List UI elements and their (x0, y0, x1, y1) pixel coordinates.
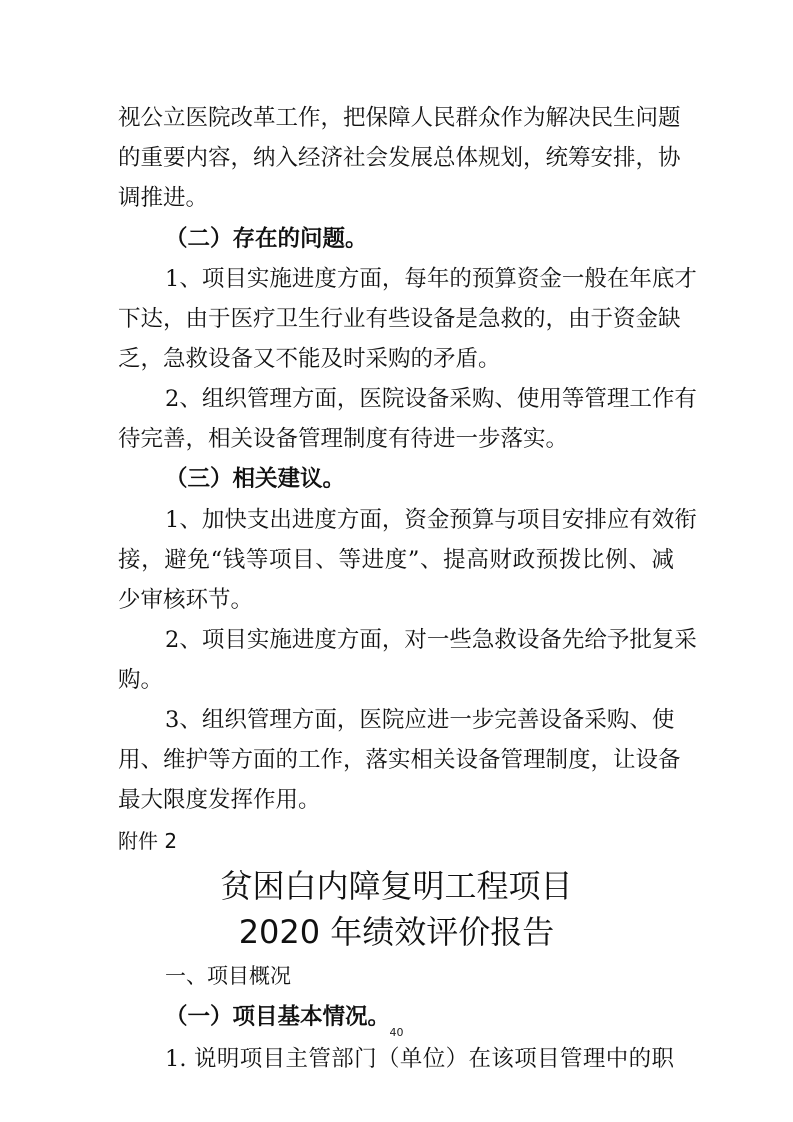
body-line: 待完善，相关设备管理制度有待进一步落实。 (118, 426, 569, 452)
body-line: 1. 说明项目主管部门（单位）在该项目管理中的职 (165, 1046, 674, 1072)
part1-sub-heading: （一）项目基本情况。 (165, 1004, 391, 1030)
body-line: 2、组织管理方面，医院设备采购、使用等管理工作有 (165, 386, 697, 412)
page-number: 40 (389, 1026, 404, 1039)
body-line: 视公立医院改革工作，把保障人民群众作为解决民生问题 (118, 105, 681, 131)
section-heading-problems: （二）存在的问题。 (165, 226, 368, 252)
report-title-line-1: 贫困白内障复明工程项目 (220, 867, 573, 905)
body-line: 3、组织管理方面，医院应进一步完善设备采购、使 (165, 707, 675, 733)
body-line: 乏，急救设备又不能及时采购的矛盾。 (118, 346, 501, 372)
body-line: 2、项目实施进度方面，对一些急救设备先给予批复采 (165, 627, 697, 653)
part1-heading: 一、项目概况 (165, 964, 291, 988)
report-title-line-2: 2020 年绩效评价报告 (238, 913, 555, 951)
body-line: 下达，由于医疗卫生行业有些设备是急救的，由于资金缺 (118, 306, 681, 332)
body-line: 调推进。 (118, 185, 209, 211)
body-line: 用、维护等方面的工作，落实相关设备管理制度，让设备 (118, 747, 681, 773)
body-line: 接，避免“钱等项目、等进度”、提高财政预拨比例、减 (118, 547, 674, 573)
body-line: 的重要内容，纳入经济社会发展总体规划，统筹安排，协 (118, 145, 681, 171)
body-line: 1、项目实施进度方面，每年的预算资金一般在年底才 (165, 266, 697, 292)
section-heading-suggestions: （三）相关建议。 (165, 466, 346, 492)
body-line: 最大限度发挥作用。 (118, 787, 321, 813)
body-line: 购。 (118, 667, 164, 693)
body-line: 少审核环节。 (118, 587, 254, 613)
attachment-label: 附件 2 (118, 829, 178, 853)
body-line: 1、加快支出进度方面，资金预算与项目安排应有效衔 (165, 507, 697, 533)
